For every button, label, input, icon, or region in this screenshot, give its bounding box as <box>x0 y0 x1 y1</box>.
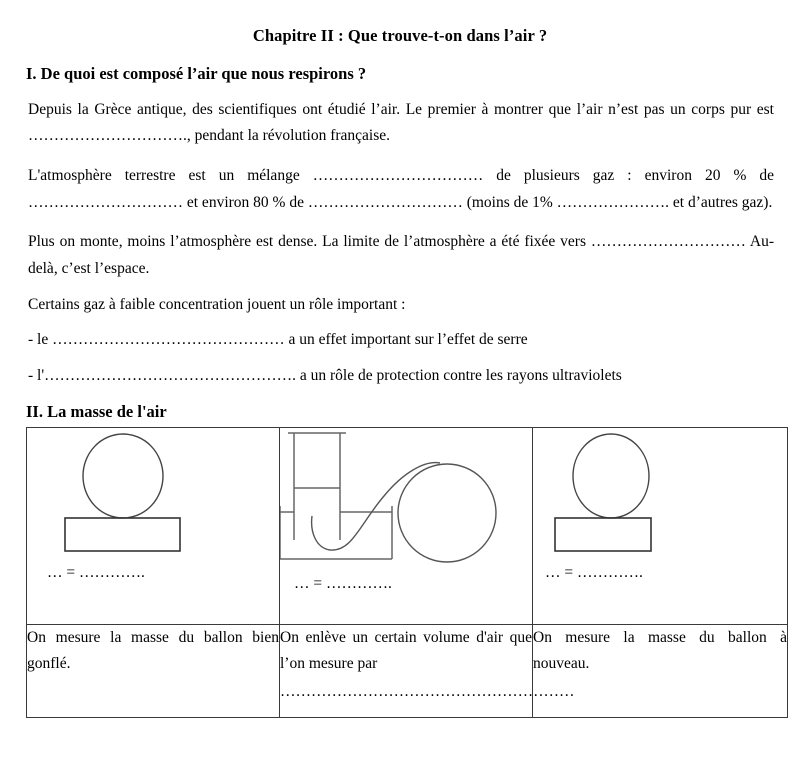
paragraph-1: Depuis la Grèce antique, des scientifiques ont étudié l’air. Le premier à montrer que l’air n’est pas un corps pur est …………………………., pendant la révolution française. <box>28 100 774 145</box>
diagram-equation-3: … = …………. <box>545 564 643 582</box>
caption-text-1: On mesure la masse du ballon bien gonflé. <box>27 629 279 673</box>
section-heading-i: I. De quoi est composé l’air que nous respirons ? <box>26 63 367 83</box>
document-page <box>0 26 800 782</box>
caption-blank-line-2: ………………………………………………… <box>280 683 575 701</box>
table-row-diagrams <box>27 428 788 625</box>
diagram-equation-2: … = …………. <box>294 575 392 593</box>
diagram-cell-2 <box>280 428 533 625</box>
diagram-cell-1 <box>27 428 280 625</box>
bullet-ozone: - l'…………………………………………. a un rôle de protection contre les rayons ultraviolets <box>28 366 622 384</box>
experiment-table <box>26 427 788 718</box>
water-displacement-apparatus-icon <box>280 428 532 624</box>
caption-cell-2 <box>280 625 575 718</box>
balloon-on-scale-again-icon <box>533 428 787 624</box>
paragraph-3: Plus on monte, moins l’atmosphère est dense. La limite de l’atmosphère a été fixée vers ………………………… Au-delà, c’est l’espace. <box>28 233 774 277</box>
section-heading-ii: II. La masse de l'air <box>26 401 167 421</box>
diagram-cell-3 <box>533 428 788 625</box>
caption-cell-1 <box>27 625 280 718</box>
paragraph-2: L'atmosphère terrestre est un mélange …………………………… de plusieurs gaz : environ 20 % de ………………………… et environ 80 % de ………………………… (moins de 1% …………………. et d’autres gaz). <box>28 166 774 211</box>
caption-cell-3 <box>533 625 788 718</box>
balloon-on-scale-icon <box>27 428 279 624</box>
caption-text-3: On mesure la masse du ballon à nouveau. <box>533 629 787 673</box>
caption-text-2: On enlève un certain volume d'air que l’on mesure par <box>280 629 532 673</box>
page-title: Chapitre II : Que trouve-t-on dans l’air ? <box>252 26 548 45</box>
paragraph-4: Certains gaz à faible concentration jouent un rôle important : <box>28 295 406 313</box>
diagram-equation-1: … = …………. <box>47 564 145 582</box>
bullet-greenhouse-gas: - le ……………………………………… a un effet important sur l’effet de serre <box>28 331 528 349</box>
table-row-captions <box>27 625 788 718</box>
